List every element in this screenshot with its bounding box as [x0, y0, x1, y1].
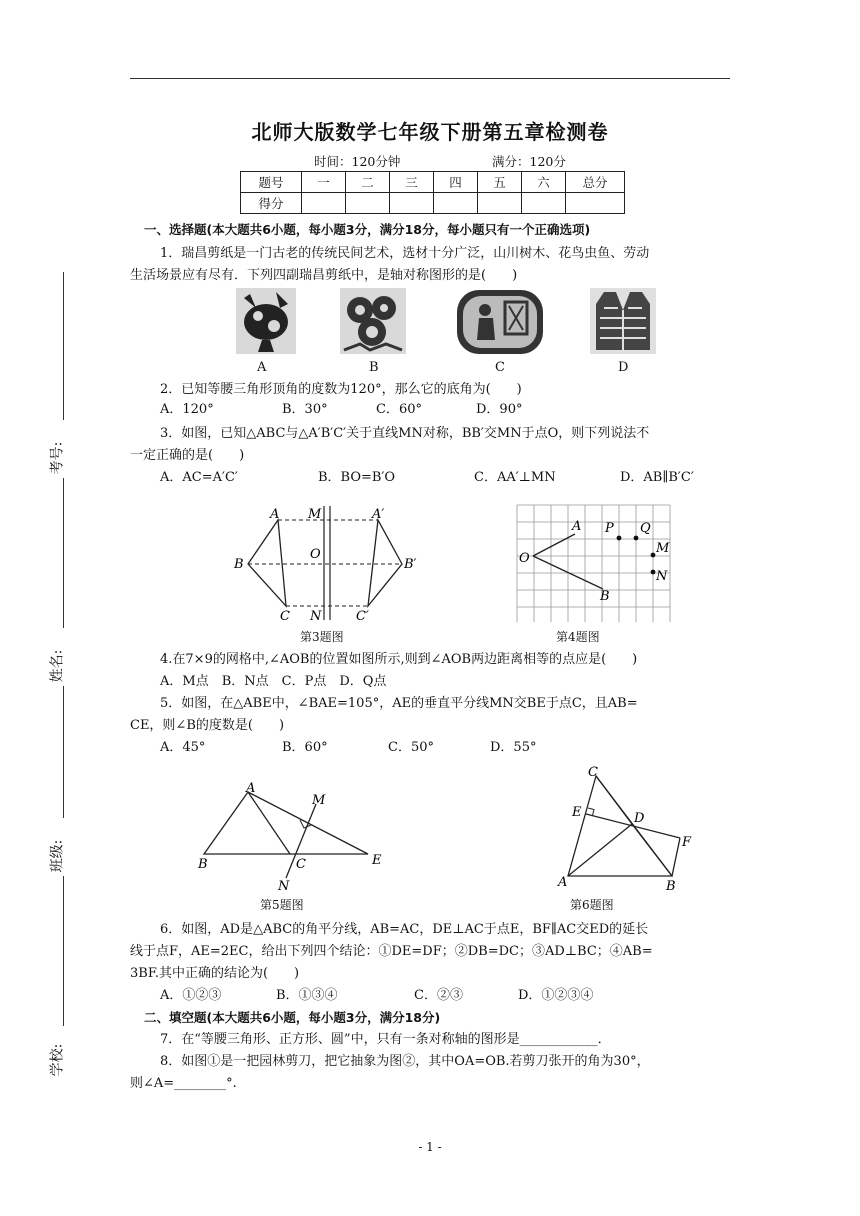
- figure-5-diagram: [192, 778, 392, 894]
- figure-4-grid-diagram: [516, 504, 672, 622]
- binding-line: [63, 272, 64, 420]
- score-cell: 六: [522, 172, 566, 193]
- side-label-school: 学校:: [49, 1043, 66, 1077]
- question-6-text: 3BF.其中正确的结论为( ): [130, 966, 300, 981]
- figure-6-diagram: [554, 762, 702, 892]
- fig5-label-M: M: [312, 793, 326, 808]
- page-title: 北师大版数学七年级下册第五章检测卷: [251, 120, 609, 144]
- q6-option: C．②③: [414, 988, 463, 1003]
- figure-5-caption: 第5题图: [260, 898, 304, 912]
- fig3-label-B: B: [234, 557, 244, 572]
- fig6-label-D: D: [634, 811, 645, 826]
- fig3-label-M: M: [308, 507, 322, 522]
- score-input-cell[interactable]: [346, 193, 390, 214]
- fig3-label-O: O: [310, 547, 321, 562]
- full-score: 满分：120分: [492, 154, 566, 169]
- papercut-fish-image: [236, 288, 296, 354]
- score-cell: 题号: [241, 172, 302, 193]
- fig4-label-A: A: [572, 519, 582, 534]
- fig6-label-B: B: [666, 879, 676, 892]
- q1-option-label: C: [495, 360, 505, 375]
- q3-option: B．BO=B′O: [318, 470, 396, 485]
- binding-line: [63, 686, 64, 818]
- score-input-cell[interactable]: [302, 193, 346, 214]
- score-cell: 总分: [566, 172, 625, 193]
- fig5-label-B: B: [198, 857, 208, 872]
- fig3-label-A-prime: A′: [372, 507, 385, 522]
- q4-options: A．M点 B．N点 C．P点 D．Q点: [160, 674, 387, 689]
- time-limit: 时间：120分钟: [314, 154, 401, 169]
- papercut-worker-image: [455, 288, 545, 356]
- side-label-name: 姓名:: [49, 649, 66, 683]
- question-8-text: 则∠A=________°.: [130, 1076, 237, 1091]
- side-label-class: 班级:: [49, 839, 66, 873]
- fig3-label-C-prime: C′: [356, 609, 369, 624]
- fig5-label-E: E: [372, 853, 382, 868]
- q1-option-label: A: [257, 360, 267, 375]
- figure-4-caption: 第4题图: [556, 630, 600, 644]
- fig6-label-A: A: [558, 875, 568, 890]
- q1-option-label: B: [369, 360, 379, 375]
- question-5-text: 5．如图，在△ABE中，∠BAE=105°，AE的垂直平分线MN交BE于点C，且AB=: [160, 696, 638, 711]
- papercut-flowers-image: [340, 288, 406, 354]
- page-number: - 1 -: [418, 1140, 442, 1154]
- section-heading-choice: 一、选择题(本大题共6小题，每小题3分，满分18分，每小题只有一个正确选项): [144, 222, 591, 237]
- side-label-exam-no: 考号:: [49, 441, 66, 475]
- binding-line: [63, 876, 64, 1026]
- section-heading-fill-in: 二、填空题(本大题共6小题，每小题3分，满分18分): [144, 1010, 441, 1025]
- papercut-vest-image: [590, 288, 656, 354]
- q6-option: A．①②③: [160, 988, 222, 1003]
- q2-option: A．120°: [160, 402, 214, 417]
- score-cell: 二: [346, 172, 390, 193]
- q3-option: C．AA′⊥MN: [474, 470, 556, 485]
- fig6-label-F: F: [682, 835, 692, 850]
- score-table-header-row: [241, 172, 625, 193]
- figure-6-caption: 第6题图: [570, 898, 614, 912]
- q6-option: D．①②③④: [518, 988, 594, 1003]
- score-cell: 一: [302, 172, 346, 193]
- question-6-text: 6．如图，AD是△ABC的角平分线，AB=AC，DE⊥AC于点E，BF∥AC交ED的延长: [160, 922, 649, 937]
- fig4-label-B: B: [600, 589, 610, 604]
- fig5-label-C: C: [296, 857, 306, 872]
- q3-option: D．AB∥B′C′: [620, 470, 694, 485]
- score-input-cell[interactable]: [478, 193, 522, 214]
- question-7-text: 7．在“等腰三角形、正方形、圆”中，只有一条对称轴的图形是____________．: [160, 1032, 611, 1047]
- q5-option: B．60°: [282, 740, 328, 755]
- score-input-cell[interactable]: [522, 193, 566, 214]
- question-1-text: 1．瑞昌剪纸是一门古老的传统民间艺术，选材十分广泛，山川树木、花鸟虫鱼、劳动: [160, 246, 650, 261]
- fig6-label-E: E: [572, 805, 582, 820]
- fig4-label-O: O: [519, 551, 530, 566]
- fig4-label-N: N: [656, 569, 668, 584]
- fig5-label-N: N: [278, 879, 290, 894]
- fig4-label-P: P: [605, 521, 614, 536]
- q6-option: B．①③④: [276, 988, 338, 1003]
- q2-option: C．60°: [376, 402, 422, 417]
- score-input-cell[interactable]: [390, 193, 434, 214]
- fig3-label-C: C: [280, 609, 290, 624]
- q5-option: A．45°: [160, 740, 206, 755]
- fig3-label-N: N: [310, 609, 322, 624]
- score-cell: 三: [390, 172, 434, 193]
- question-1-text: 生活场景应有尽有．下列四副瑞昌剪纸中，是轴对称图形的是( ): [130, 268, 518, 283]
- q5-option: C．50°: [388, 740, 434, 755]
- fig5-label-A: A: [246, 781, 256, 796]
- binding-line: [63, 478, 64, 628]
- q5-option: D．55°: [490, 740, 537, 755]
- q1-option-label: D: [618, 360, 629, 375]
- fig3-label-A: A: [270, 507, 280, 522]
- question-3-text: 一定正确的是( ): [130, 448, 245, 463]
- score-cell: 四: [434, 172, 478, 193]
- fig6-label-C: C: [588, 765, 598, 780]
- score-cell: 得分: [241, 193, 302, 214]
- score-input-cell[interactable]: [566, 193, 625, 214]
- score-table-score-row: [241, 193, 625, 214]
- fig4-label-Q: Q: [640, 521, 651, 536]
- score-input-cell[interactable]: [434, 193, 478, 214]
- question-6-text: 线于点F，AE=2EC，给出下列四个结论：①DE=DF；②DB=DC；③AD⊥BC；④AB=: [130, 944, 653, 959]
- fig4-label-M: M: [656, 541, 670, 556]
- figure-3-diagram: [228, 500, 428, 624]
- question-3-text: 3．如图，已知△ABC与△A′B′C′关于直线MN对称，BB′交MN于点O，则下列说法不: [160, 426, 650, 441]
- q3-option: A．AC=A′C′: [160, 470, 238, 485]
- question-8-text: 8．如图①是一把园林剪刀，把它抽象为图②，其中OA=OB.若剪刀张开的角为30°，: [160, 1054, 650, 1069]
- q2-option: D．90°: [476, 402, 523, 417]
- fig3-label-B-prime: B′: [404, 557, 417, 572]
- question-4-text: 4.在7×9的网格中,∠AOB的位置如图所示,则到∠AOB两边距离相等的点应是( ): [160, 652, 638, 667]
- question-5-text: CE，则∠B的度数是( ): [130, 718, 285, 733]
- question-2-text: 2．已知等腰三角形顶角的度数为120°，那么它的底角为( ): [160, 382, 522, 397]
- header-rule: [130, 78, 730, 79]
- score-cell: 五: [478, 172, 522, 193]
- score-table: [240, 171, 625, 214]
- figure-3-caption: 第3题图: [300, 630, 344, 644]
- q2-option: B．30°: [282, 402, 328, 417]
